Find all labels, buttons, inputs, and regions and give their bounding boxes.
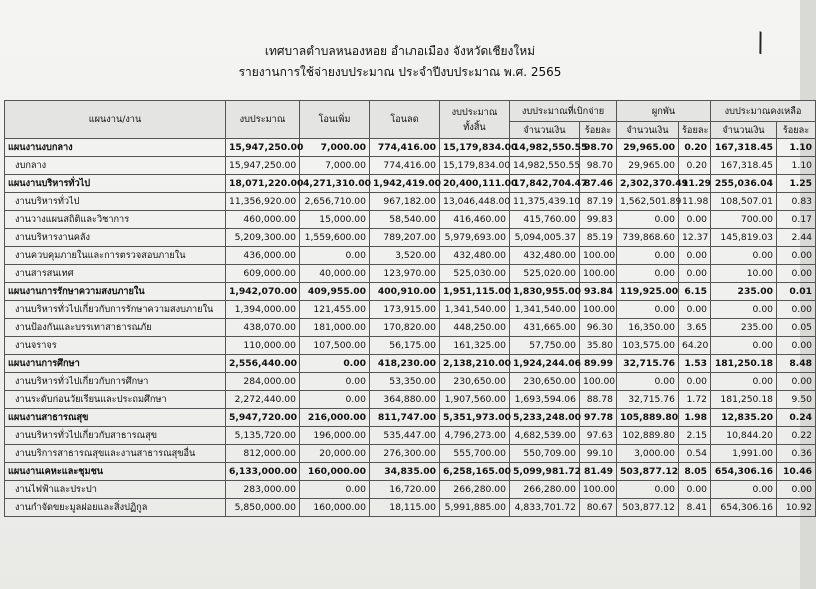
row-committed-amount: 29,965.00 <box>617 157 679 175</box>
row-disbursed-percent: 100.00 <box>580 301 617 319</box>
row-transfer-out: 967,182.00 <box>370 193 440 211</box>
row-committed-percent: 12.37 <box>679 229 711 247</box>
row-total: 13,046,448.00 <box>440 193 510 211</box>
row-name: งานบริหารทั่วไปเกี่ยวกับการรักษาความสงบภายใน <box>5 301 226 319</box>
row-committed-amount: 1,562,501.89 <box>617 193 679 211</box>
table-row-group <box>5 355 816 373</box>
row-disbursed-percent: 99.10 <box>580 445 617 463</box>
row-committed-percent: 8.41 <box>679 499 711 517</box>
row-committed-amount: 32,715.76 <box>617 355 679 373</box>
row-transfer-in: 7,000.00 <box>300 157 370 175</box>
row-remaining-percent: 2.44 <box>777 229 816 247</box>
row-budget: 609,000.00 <box>226 265 300 283</box>
row-transfer-in: 107,500.00 <box>300 337 370 355</box>
row-transfer-in: 121,455.00 <box>300 301 370 319</box>
col-header-remaining: งบประมาณคงเหลือ <box>711 101 816 122</box>
row-total: 448,250.00 <box>440 319 510 337</box>
row-remaining-amount: 12,835.20 <box>711 409 777 427</box>
table-row <box>5 319 816 337</box>
row-remaining-percent: 10.46 <box>777 463 816 481</box>
row-disbursed-percent: 85.19 <box>580 229 617 247</box>
col-header-amount: จำนวนเงิน <box>711 122 777 139</box>
row-transfer-in: 2,656,710.00 <box>300 193 370 211</box>
row-transfer-out: 53,350.00 <box>370 373 440 391</box>
row-committed-percent: 8.05 <box>679 463 711 481</box>
row-budget: 438,070.00 <box>226 319 300 337</box>
row-disbursed-amount: 1,924,244.06 <box>510 355 580 373</box>
row-disbursed-percent: 88.78 <box>580 391 617 409</box>
row-disbursed-percent: 35.80 <box>580 337 617 355</box>
row-transfer-in: 4,271,310.00 <box>300 175 370 193</box>
row-budget: 460,000.00 <box>226 211 300 229</box>
row-transfer-in: 7,000.00 <box>300 139 370 157</box>
row-total: 161,325.00 <box>440 337 510 355</box>
row-disbursed-amount: 1,830,955.00 <box>510 283 580 301</box>
row-transfer-in: 181,000.00 <box>300 319 370 337</box>
row-name: งานระดับก่อนวัยเรียนและประถมศึกษา <box>5 391 226 409</box>
row-committed-percent: 1.72 <box>679 391 711 409</box>
row-remaining-percent: 0.17 <box>777 211 816 229</box>
row-total: 15,179,834.00 <box>440 157 510 175</box>
row-budget: 11,356,920.00 <box>226 193 300 211</box>
row-budget: 812,000.00 <box>226 445 300 463</box>
row-name: งานกำจัดขยะมูลฝอยและสิ่งปฏิกูล <box>5 499 226 517</box>
row-remaining-amount: 167,318.45 <box>711 139 777 157</box>
row-transfer-in: 15,000.00 <box>300 211 370 229</box>
row-budget: 283,000.00 <box>226 481 300 499</box>
row-disbursed-percent: 98.70 <box>580 139 617 157</box>
row-committed-amount: 2,302,370.49 <box>617 175 679 193</box>
table-row-group <box>5 409 816 427</box>
table-row <box>5 193 816 211</box>
row-disbursed-amount: 5,094,005.37 <box>510 229 580 247</box>
row-budget: 5,209,300.00 <box>226 229 300 247</box>
row-committed-percent: 1.53 <box>679 355 711 373</box>
row-disbursed-percent: 100.00 <box>580 247 617 265</box>
row-remaining-amount: 145,819.03 <box>711 229 777 247</box>
row-committed-amount: 16,350.00 <box>617 319 679 337</box>
row-remaining-amount: 167,318.45 <box>711 157 777 175</box>
row-total: 5,991,885.00 <box>440 499 510 517</box>
col-header-percent: ร้อยละ <box>777 122 816 139</box>
row-remaining-amount: 0.00 <box>711 481 777 499</box>
row-budget: 6,133,000.00 <box>226 463 300 481</box>
table-row <box>5 499 816 517</box>
row-total: 1,341,540.00 <box>440 301 510 319</box>
row-total: 432,480.00 <box>440 247 510 265</box>
row-name: งานป้องกันและบรรเทาสาธารณภัย <box>5 319 226 337</box>
row-disbursed-percent: 87.19 <box>580 193 617 211</box>
row-committed-percent: 11.98 <box>679 193 711 211</box>
row-transfer-out: 16,720.00 <box>370 481 440 499</box>
row-transfer-out: 774,416.00 <box>370 139 440 157</box>
row-disbursed-percent: 80.67 <box>580 499 617 517</box>
row-remaining-amount: 1,991.00 <box>711 445 777 463</box>
col-header-total-line1: งบประมาณ <box>451 106 498 118</box>
row-transfer-out: 170,820.00 <box>370 319 440 337</box>
row-committed-amount: 739,868.60 <box>617 229 679 247</box>
table-row-group <box>5 139 816 157</box>
row-remaining-amount: 654,306.16 <box>711 499 777 517</box>
row-remaining-amount: 108,507.01 <box>711 193 777 211</box>
table-row-group <box>5 175 816 193</box>
row-remaining-amount: 10,844.20 <box>711 427 777 445</box>
col-header-amount: จำนวนเงิน <box>510 122 580 139</box>
table-row-group <box>5 463 816 481</box>
row-committed-percent: 0.00 <box>679 373 711 391</box>
row-disbursed-amount: 230,650.00 <box>510 373 580 391</box>
col-header-transfer-out: โอนลด <box>370 101 440 139</box>
row-budget: 1,394,000.00 <box>226 301 300 319</box>
row-committed-amount: 3,000.00 <box>617 445 679 463</box>
row-committed-percent: 0.00 <box>679 301 711 319</box>
row-disbursed-amount: 11,375,439.10 <box>510 193 580 211</box>
row-remaining-amount: 0.00 <box>711 373 777 391</box>
row-committed-percent: 0.54 <box>679 445 711 463</box>
row-committed-percent: 3.65 <box>679 319 711 337</box>
row-remaining-amount: 0.00 <box>711 337 777 355</box>
row-committed-percent: 0.00 <box>679 265 711 283</box>
col-header-committed: ผูกพัน <box>617 101 711 122</box>
row-remaining-percent: 0.22 <box>777 427 816 445</box>
row-total: 5,351,973.00 <box>440 409 510 427</box>
row-transfer-in: 0.00 <box>300 481 370 499</box>
row-remaining-percent: 0.00 <box>777 337 816 355</box>
row-disbursed-percent: 97.78 <box>580 409 617 427</box>
row-remaining-percent: 10.92 <box>777 499 816 517</box>
row-transfer-in: 160,000.00 <box>300 463 370 481</box>
row-total: 2,138,210.00 <box>440 355 510 373</box>
row-name: แผนงานการศึกษา <box>5 355 226 373</box>
row-name: แผนงานการรักษาความสงบภายใน <box>5 283 226 301</box>
row-disbursed-amount: 14,982,550.55 <box>510 139 580 157</box>
row-budget: 5,947,720.00 <box>226 409 300 427</box>
row-transfer-out: 774,416.00 <box>370 157 440 175</box>
row-committed-amount: 0.00 <box>617 481 679 499</box>
row-total: 1,951,115.00 <box>440 283 510 301</box>
row-transfer-out: 1,942,419.00 <box>370 175 440 193</box>
row-remaining-percent: 0.83 <box>777 193 816 211</box>
row-disbursed-percent: 99.83 <box>580 211 617 229</box>
row-disbursed-amount: 550,709.00 <box>510 445 580 463</box>
row-disbursed-amount: 5,099,981.72 <box>510 463 580 481</box>
row-transfer-out: 173,915.00 <box>370 301 440 319</box>
row-committed-percent: 1.98 <box>679 409 711 427</box>
row-remaining-percent: 0.00 <box>777 481 816 499</box>
row-disbursed-amount: 4,682,539.00 <box>510 427 580 445</box>
row-committed-amount: 32,715.76 <box>617 391 679 409</box>
row-name: งานบริหารทั่วไปเกี่ยวกับสาธารณสุข <box>5 427 226 445</box>
table-row <box>5 157 816 175</box>
table-row <box>5 481 816 499</box>
row-disbursed-percent: 100.00 <box>580 265 617 283</box>
row-transfer-in: 1,559,600.00 <box>300 229 370 247</box>
row-disbursed-amount: 525,020.00 <box>510 265 580 283</box>
row-transfer-out: 535,447.00 <box>370 427 440 445</box>
row-committed-amount: 105,889.80 <box>617 409 679 427</box>
row-total: 1,907,560.00 <box>440 391 510 409</box>
row-remaining-percent: 0.00 <box>777 247 816 265</box>
row-remaining-percent: 0.00 <box>777 301 816 319</box>
row-total: 4,796,273.00 <box>440 427 510 445</box>
row-transfer-in: 40,000.00 <box>300 265 370 283</box>
row-committed-amount: 0.00 <box>617 373 679 391</box>
table-row <box>5 247 816 265</box>
row-transfer-in: 20,000.00 <box>300 445 370 463</box>
row-committed-amount: 0.00 <box>617 265 679 283</box>
row-budget: 436,000.00 <box>226 247 300 265</box>
row-committed-percent: 2.15 <box>679 427 711 445</box>
row-name: งานจราจร <box>5 337 226 355</box>
row-transfer-in: 160,000.00 <box>300 499 370 517</box>
row-remaining-amount: 181,250.18 <box>711 355 777 373</box>
row-transfer-out: 34,835.00 <box>370 463 440 481</box>
row-committed-amount: 119,925.00 <box>617 283 679 301</box>
row-total: 5,979,693.00 <box>440 229 510 247</box>
row-remaining-amount: 0.00 <box>711 301 777 319</box>
row-transfer-in: 0.00 <box>300 373 370 391</box>
row-disbursed-percent: 100.00 <box>580 481 617 499</box>
row-name: งานบริหารทั่วไปเกี่ยวกับการศึกษา <box>5 373 226 391</box>
row-name: แผนงานเคหะและชุมชน <box>5 463 226 481</box>
col-header-percent: ร้อยละ <box>580 122 617 139</box>
row-disbursed-amount: 4,833,701.72 <box>510 499 580 517</box>
row-total: 15,179,834.00 <box>440 139 510 157</box>
row-committed-percent: 0.20 <box>679 139 711 157</box>
row-transfer-in: 0.00 <box>300 391 370 409</box>
col-header-plan: แผนงาน/งาน <box>5 101 226 139</box>
row-transfer-in: 196,000.00 <box>300 427 370 445</box>
row-remaining-amount: 235.00 <box>711 319 777 337</box>
row-committed-amount: 0.00 <box>617 247 679 265</box>
row-disbursed-percent: 87.46 <box>580 175 617 193</box>
row-transfer-out: 364,880.00 <box>370 391 440 409</box>
row-committed-percent: 0.00 <box>679 481 711 499</box>
row-total: 416,460.00 <box>440 211 510 229</box>
table-row <box>5 211 816 229</box>
row-transfer-out: 18,115.00 <box>370 499 440 517</box>
row-remaining-amount: 181,250.18 <box>711 391 777 409</box>
row-remaining-amount: 255,036.04 <box>711 175 777 193</box>
row-disbursed-amount: 14,982,550.55 <box>510 157 580 175</box>
row-disbursed-percent: 98.70 <box>580 157 617 175</box>
row-transfer-in: 409,955.00 <box>300 283 370 301</box>
handwritten-mark: \ <box>751 27 770 59</box>
row-remaining-amount: 700.00 <box>711 211 777 229</box>
row-name: แผนงานสาธารณสุข <box>5 409 226 427</box>
row-disbursed-amount: 266,280.00 <box>510 481 580 499</box>
row-disbursed-percent: 97.63 <box>580 427 617 445</box>
row-total: 6,258,165.00 <box>440 463 510 481</box>
row-name: งานบริการสาธารณสุขและงานสาธารณสุขอื่น <box>5 445 226 463</box>
col-header-total-budget <box>440 101 510 139</box>
col-header-budget: งบประมาณ <box>226 101 300 139</box>
table-row <box>5 301 816 319</box>
row-transfer-out: 56,175.00 <box>370 337 440 355</box>
row-name: แผนงานบริหารทั่วไป <box>5 175 226 193</box>
row-name: งบกลาง <box>5 157 226 175</box>
row-name: แผนงานงบกลาง <box>5 139 226 157</box>
row-transfer-out: 400,910.00 <box>370 283 440 301</box>
row-name: งานสารสนเทศ <box>5 265 226 283</box>
row-remaining-percent: 1.10 <box>777 157 816 175</box>
row-disbursed-amount: 431,665.00 <box>510 319 580 337</box>
table-row <box>5 229 816 247</box>
row-remaining-percent: 1.10 <box>777 139 816 157</box>
row-committed-percent: 0.00 <box>679 247 711 265</box>
row-disbursed-amount: 1,693,594.06 <box>510 391 580 409</box>
table-row <box>5 265 816 283</box>
row-disbursed-percent: 89.99 <box>580 355 617 373</box>
row-transfer-in: 0.00 <box>300 355 370 373</box>
row-disbursed-amount: 17,842,704.47 <box>510 175 580 193</box>
row-transfer-out: 58,540.00 <box>370 211 440 229</box>
table-row <box>5 337 816 355</box>
table-row <box>5 427 816 445</box>
row-remaining-percent: 0.00 <box>777 373 816 391</box>
row-remaining-percent: 0.00 <box>777 265 816 283</box>
row-committed-amount: 503,877.12 <box>617 463 679 481</box>
budget-table <box>4 100 816 517</box>
row-transfer-in: 0.00 <box>300 247 370 265</box>
row-committed-percent: 0.20 <box>679 157 711 175</box>
row-name: งานควบคุมภายในและการตรวจสอบภายใน <box>5 247 226 265</box>
table-body <box>5 139 816 517</box>
row-budget: 1,942,070.00 <box>226 283 300 301</box>
row-committed-percent: 64.20 <box>679 337 711 355</box>
row-budget: 2,556,440.00 <box>226 355 300 373</box>
row-total: 555,700.00 <box>440 445 510 463</box>
row-budget: 18,071,220.00 <box>226 175 300 193</box>
col-header-percent: ร้อยละ <box>679 122 711 139</box>
row-transfer-out: 789,207.00 <box>370 229 440 247</box>
row-remaining-amount: 235.00 <box>711 283 777 301</box>
row-name: งานบริหารทั่วไป <box>5 193 226 211</box>
row-budget: 2,272,440.00 <box>226 391 300 409</box>
row-disbursed-percent: 96.30 <box>580 319 617 337</box>
row-remaining-percent: 9.50 <box>777 391 816 409</box>
row-remaining-percent: 8.48 <box>777 355 816 373</box>
row-transfer-out: 3,520.00 <box>370 247 440 265</box>
row-total: 20,400,111.00 <box>440 175 510 193</box>
row-budget: 15,947,250.00 <box>226 139 300 157</box>
row-remaining-amount: 654,306.16 <box>711 463 777 481</box>
row-disbursed-percent: 100.00 <box>580 373 617 391</box>
row-committed-amount: 0.00 <box>617 301 679 319</box>
row-disbursed-amount: 415,760.00 <box>510 211 580 229</box>
row-transfer-out: 811,747.00 <box>370 409 440 427</box>
row-committed-amount: 0.00 <box>617 211 679 229</box>
row-transfer-out: 418,230.00 <box>370 355 440 373</box>
table-row-group <box>5 283 816 301</box>
document-subtitle: รายงานการใช้จ่ายงบประมาณ ประจำปีงบประมาณ พ.ศ. 2565 <box>238 65 562 79</box>
table-row <box>5 445 816 463</box>
row-total: 266,280.00 <box>440 481 510 499</box>
row-budget: 284,000.00 <box>226 373 300 391</box>
row-transfer-out: 123,970.00 <box>370 265 440 283</box>
row-transfer-in: 216,000.00 <box>300 409 370 427</box>
row-name: งานไฟฟ้าและประปา <box>5 481 226 499</box>
row-disbursed-amount: 432,480.00 <box>510 247 580 265</box>
row-committed-amount: 102,889.80 <box>617 427 679 445</box>
col-header-total-line2: ทั้งสิ้น <box>463 121 486 133</box>
row-disbursed-amount: 57,750.00 <box>510 337 580 355</box>
row-committed-amount: 29,965.00 <box>617 139 679 157</box>
row-remaining-percent: 0.01 <box>777 283 816 301</box>
row-disbursed-amount: 1,341,540.00 <box>510 301 580 319</box>
row-committed-percent: 11.29 <box>679 175 711 193</box>
row-remaining-percent: 0.24 <box>777 409 816 427</box>
row-name: งานวางแผนสถิติและวิชาการ <box>5 211 226 229</box>
row-remaining-amount: 0.00 <box>711 247 777 265</box>
row-committed-percent: 6.15 <box>679 283 711 301</box>
row-name: งานบริหารงานคลัง <box>5 229 226 247</box>
row-disbursed-percent: 93.84 <box>580 283 617 301</box>
row-disbursed-amount: 5,233,248.00 <box>510 409 580 427</box>
row-budget: 5,850,000.00 <box>226 499 300 517</box>
col-header-transfer-in: โอนเพิ่ม <box>300 101 370 139</box>
row-remaining-percent: 0.36 <box>777 445 816 463</box>
row-transfer-out: 276,300.00 <box>370 445 440 463</box>
row-remaining-percent: 0.05 <box>777 319 816 337</box>
row-total: 525,030.00 <box>440 265 510 283</box>
row-total: 230,650.00 <box>440 373 510 391</box>
row-remaining-percent: 1.25 <box>777 175 816 193</box>
table-row <box>5 373 816 391</box>
table-row <box>5 391 816 409</box>
col-header-disbursed: งบประมาณที่เบิกจ่าย <box>510 101 617 122</box>
col-header-amount: จำนวนเงิน <box>617 122 679 139</box>
row-budget: 110,000.00 <box>226 337 300 355</box>
document-title: เทศบาลตำบลหนองหอย อำเภอเมือง จังหวัดเชียงใหม่ <box>264 44 536 58</box>
row-committed-percent: 0.00 <box>679 211 711 229</box>
row-committed-amount: 103,575.00 <box>617 337 679 355</box>
row-budget: 15,947,250.00 <box>226 157 300 175</box>
row-budget: 5,135,720.00 <box>226 427 300 445</box>
row-remaining-amount: 10.00 <box>711 265 777 283</box>
row-committed-amount: 503,877.12 <box>617 499 679 517</box>
row-disbursed-percent: 81.49 <box>580 463 617 481</box>
